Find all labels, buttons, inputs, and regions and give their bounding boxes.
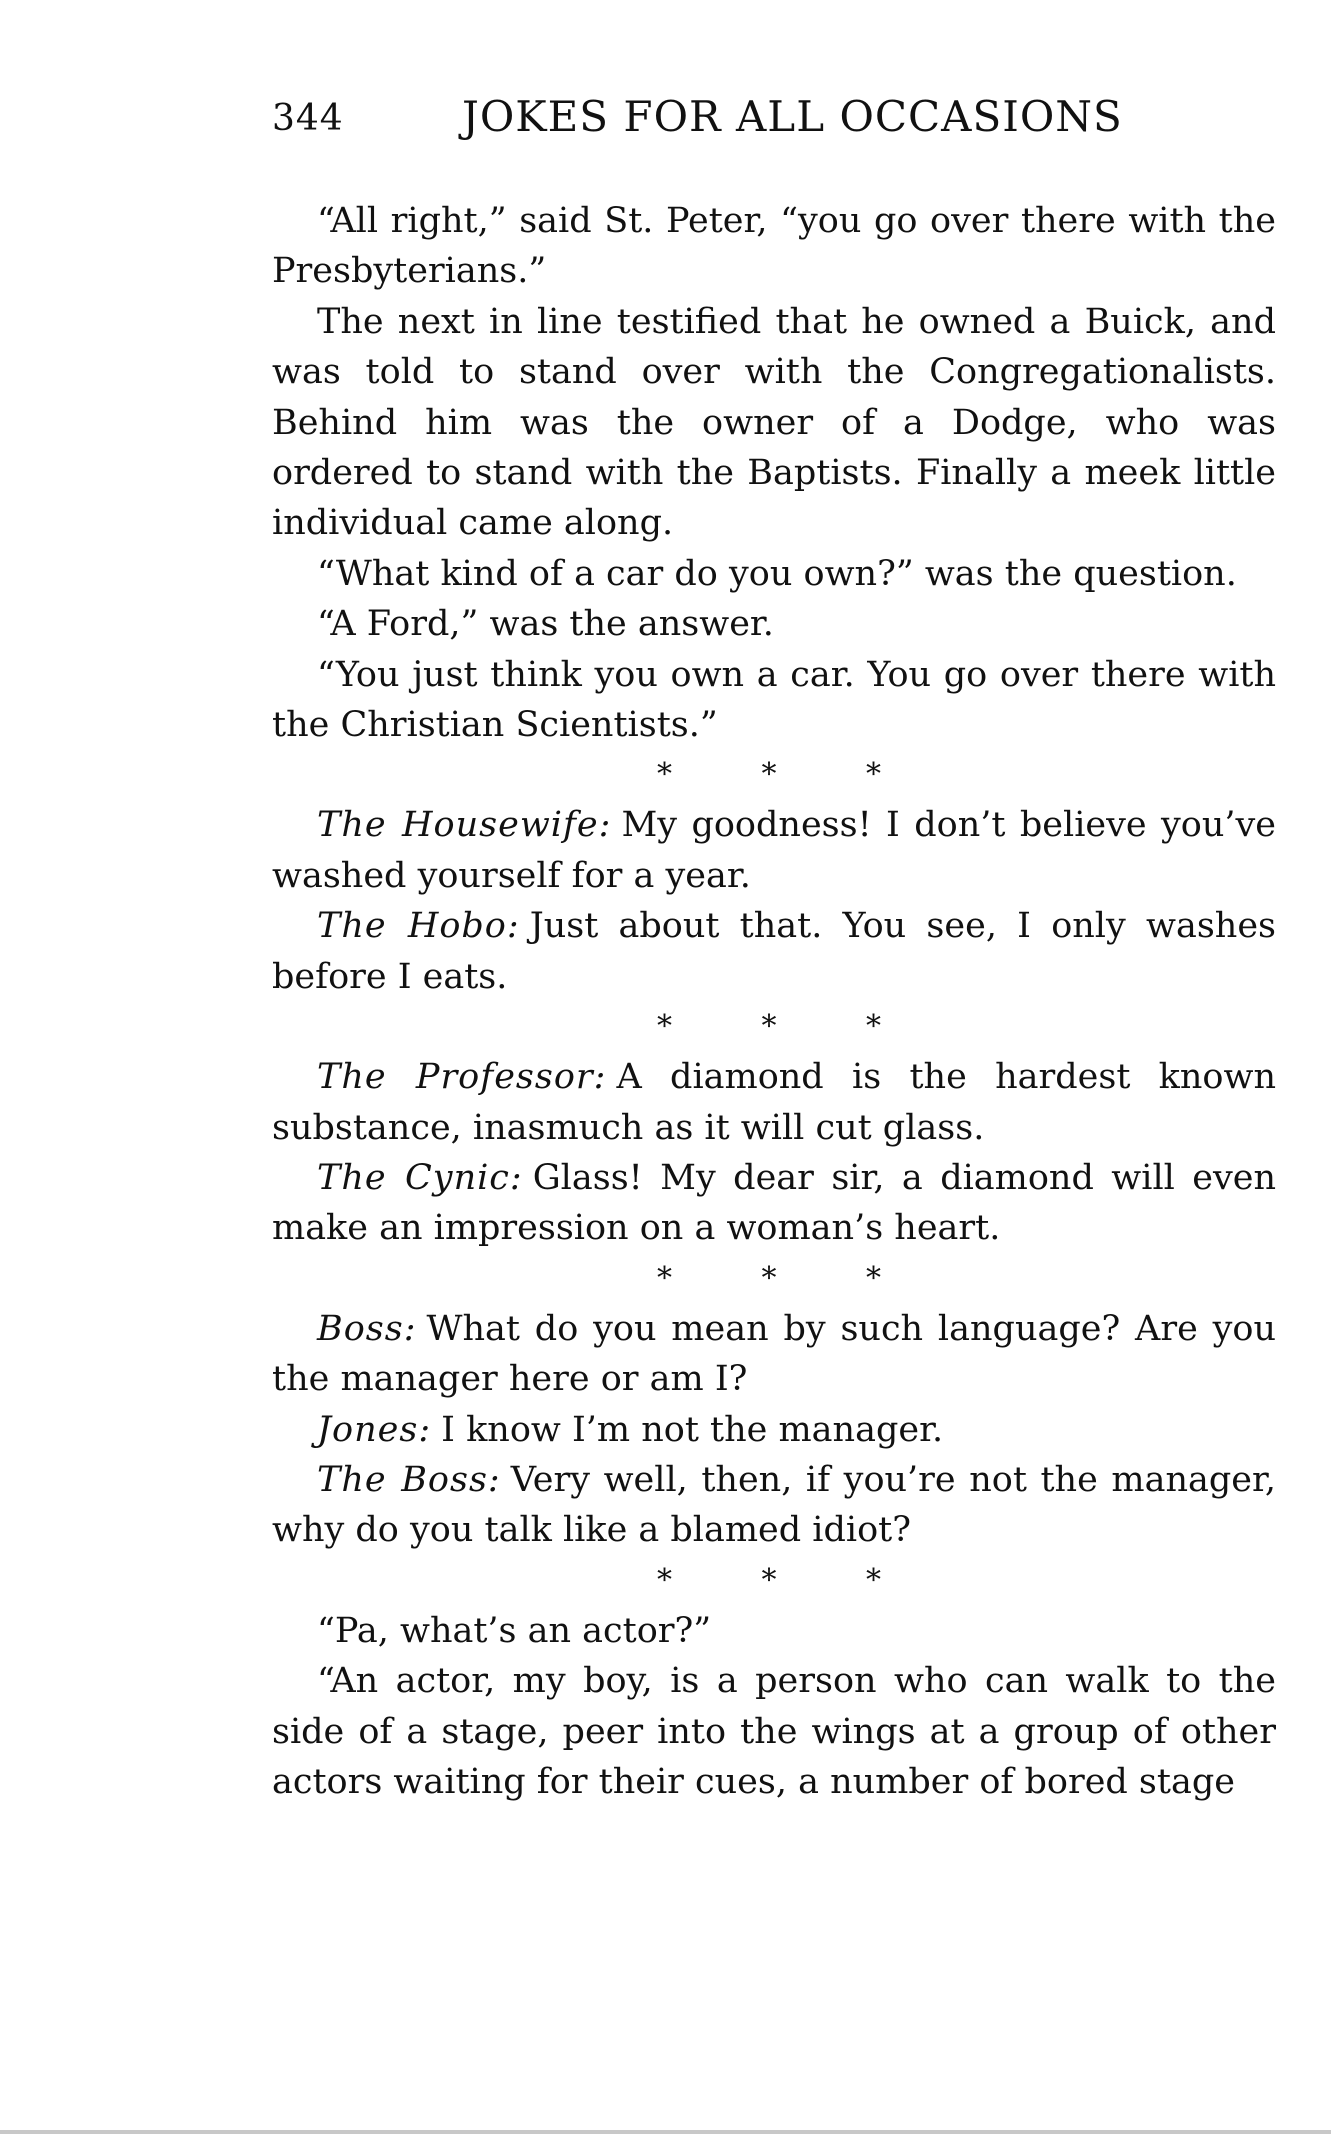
dialogue-text: Very well, then, if you’re not the manager, why do you talk like a blamed idiot? xyxy=(272,1459,1276,1551)
speaker-name: The Housewife: xyxy=(317,805,612,846)
paragraph: “Pa, what’s an actor?” xyxy=(317,1610,712,1651)
dialogue-line xyxy=(272,901,1276,1002)
page-edge xyxy=(0,2130,1331,2134)
dialogue-line xyxy=(272,1052,1276,1153)
page-number: 344 xyxy=(272,98,344,139)
dialogue-line xyxy=(272,1455,1276,1556)
speaker-name: The Professor: xyxy=(317,1057,607,1098)
paragraph: “What kind of a car do you own?” was the question. xyxy=(317,553,1237,594)
speaker-name: The Hobo: xyxy=(317,906,520,947)
section-separator: * * * xyxy=(656,1562,922,1598)
dialogue-line xyxy=(272,1153,1276,1254)
dialogue-line xyxy=(272,1405,1276,1455)
dialogue-line xyxy=(272,800,1276,901)
dialogue-text: I know I’m not the manager. xyxy=(441,1409,944,1450)
dialogue-text: A diamond is the hardest known substance, inasmuch as it will cut glass. xyxy=(272,1057,1277,1148)
section-separator: * * * xyxy=(656,1260,922,1296)
speaker-name: Boss: xyxy=(317,1308,417,1349)
paragraph: “A Ford,” was the answer. xyxy=(317,604,774,645)
dialogue-text: My goodness! I don’t believe you’ve washed yourself for a year. xyxy=(272,805,1276,896)
paragraph: The next in line testified that he owned a Buick, and was told to stand over with the Congregationalists. Behind him was the owner of a Dodge, who was ordered to stand with the Baptists. Finally a meek little individual came along. xyxy=(272,301,1276,544)
paragraph: “All right,” said St. Peter, “you go over there with the Presbyterians.” xyxy=(272,201,1276,292)
page-header xyxy=(272,92,1272,152)
section-separator: * * * xyxy=(656,1009,922,1045)
speaker-name: Jones: xyxy=(317,1409,432,1450)
paragraph: “You just think you own a car. You go over there with the Christian Scientists.” xyxy=(272,654,1276,746)
dialogue-text: Just about that. You see, I only washes before I eats. xyxy=(272,906,1276,997)
running-title: JOKES FOR ALL OCCASIONS xyxy=(462,92,1123,141)
paragraph: “An actor, my boy, is a person who can walk to the side of a stage, peer into the wings at a group of other actors waiting for their cues, a number of bored stage xyxy=(272,1661,1276,1802)
dialogue-text: What do you mean by such language? Are you the manager here or am I? xyxy=(272,1308,1276,1400)
page-body xyxy=(272,196,1276,1807)
speaker-name: The Cynic: xyxy=(317,1157,523,1198)
dialogue-line xyxy=(272,1304,1276,1405)
dialogue-text: Glass! My dear sir, a diamond will even make an impression on a woman’s heart. xyxy=(272,1157,1276,1249)
speaker-name: The Boss: xyxy=(317,1459,501,1500)
section-separator: * * * xyxy=(656,757,922,793)
